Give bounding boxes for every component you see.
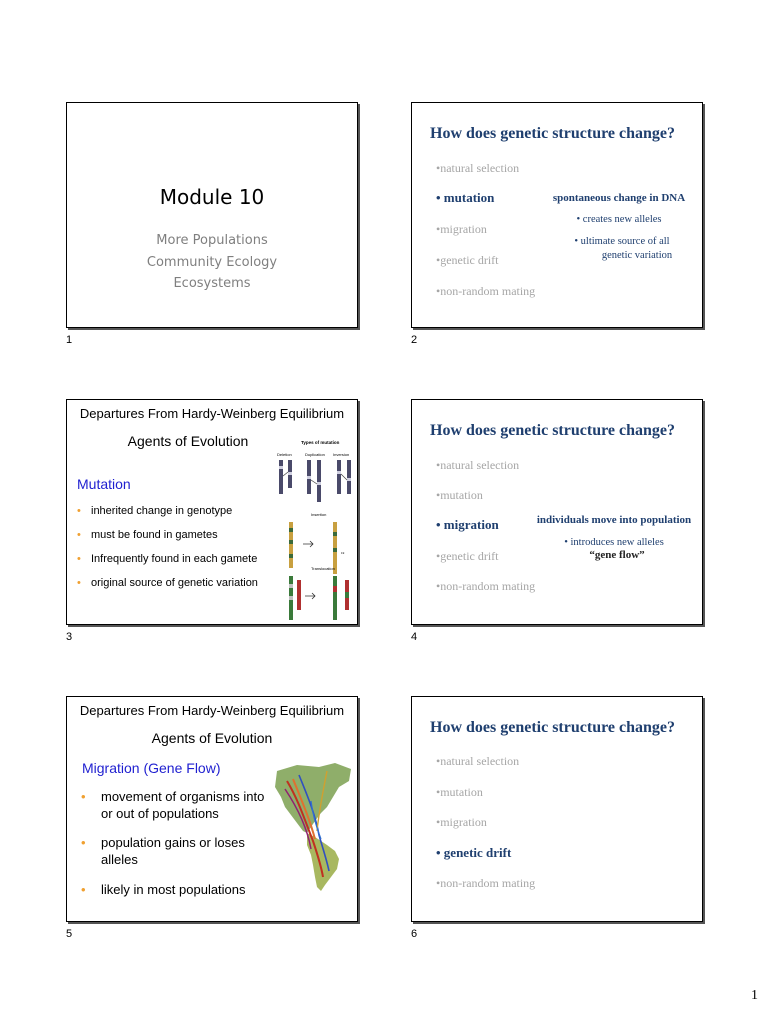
figure-label: Deletion — [277, 452, 292, 457]
figure-label: Duplication — [305, 452, 325, 457]
page-number: 1 — [751, 988, 758, 1003]
bullet-item: • must be found in gametes — [77, 528, 287, 543]
note-line: “gene flow” — [589, 549, 645, 561]
bullet-item: • likely in most populations — [81, 881, 271, 898]
slide-number: 6 — [411, 928, 418, 940]
figure-label: Translocation — [311, 566, 335, 571]
list-item: •non-random mating — [436, 579, 536, 593]
slide-4-title: How does genetic structure change? — [430, 422, 675, 439]
list-item-active: • migration — [436, 517, 499, 532]
slide-5 — [66, 696, 358, 922]
slide-number: 5 — [66, 928, 73, 940]
section-heading: Migration (Gene Flow) — [82, 760, 221, 776]
slide-6-title: How does genetic structure change? — [430, 719, 675, 736]
slide-3 — [66, 399, 358, 625]
slide-2 — [411, 102, 703, 328]
section-heading: Mutation — [77, 476, 131, 492]
svg-text:19: 19 — [341, 551, 345, 555]
slide-3-subtitle: Agents of Evolution — [127, 433, 249, 449]
map-icon — [267, 761, 357, 893]
bullet-item: • original source of genetic variation — [77, 576, 287, 591]
bullet-item: • movement of organisms into or out of populations — [81, 788, 271, 822]
slide-1-line: More Populations — [156, 233, 268, 248]
note-heading: spontaneous change in DNA — [552, 192, 686, 204]
note-line: • introduces new alleles — [564, 537, 664, 548]
list-item-active: • genetic drift — [436, 845, 512, 860]
slide-number: 3 — [66, 631, 73, 643]
list-item: •migration — [436, 815, 487, 829]
slide-1 — [66, 102, 358, 328]
list-item: •natural selection — [436, 161, 520, 175]
figure-title: Types of mutation — [301, 440, 340, 445]
bullet-item: • population gains or loses alleles — [81, 834, 271, 868]
list-item: •mutation — [436, 785, 483, 799]
note-line: • creates new alleles — [576, 214, 662, 225]
list-item: •genetic drift — [436, 549, 499, 563]
slide-5-title: Departures From Hardy-Weinberg Equilibrium — [79, 703, 345, 718]
list-item-active: • mutation — [436, 190, 495, 205]
mutation-types-figure — [275, 436, 357, 624]
slide-5-subtitle: Agents of Evolution — [151, 730, 273, 746]
list-item: •mutation — [436, 488, 483, 502]
bullet-item: • inherited change in genotype — [77, 504, 287, 519]
slide-number: 1 — [66, 334, 73, 346]
list-item: •natural selection — [436, 458, 520, 472]
migration-map-image — [267, 761, 357, 893]
slide-1-line: Community Ecology — [146, 255, 278, 270]
note-heading: individuals move into population — [536, 514, 692, 526]
list-item: •genetic drift — [436, 253, 499, 267]
list-item: •non-random mating — [436, 876, 536, 890]
slide-1-title: Module 10 — [159, 185, 265, 209]
slide-3-title: Departures From Hardy-Weinberg Equilibrium — [79, 406, 345, 421]
note-line: • ultimate source of all — [574, 236, 670, 247]
slide-number: 4 — [411, 631, 418, 643]
slide-number: 2 — [411, 334, 418, 346]
note-line: genetic variation — [601, 250, 673, 261]
list-item: •migration — [436, 222, 487, 236]
slide-2-title: How does genetic structure change? — [430, 125, 675, 142]
figure-label: Insertion — [311, 512, 327, 517]
bullet-item: • Infrequently found in each gamete — [77, 552, 287, 567]
list-item: •non-random mating — [436, 284, 536, 298]
slide-6 — [411, 696, 703, 922]
chromosome-diagram-icon — [275, 436, 357, 624]
slide-4 — [411, 399, 703, 625]
list-item: •natural selection — [436, 754, 520, 768]
figure-label: Inversion — [333, 452, 350, 457]
slide-1-line: Ecosystems — [173, 276, 251, 291]
